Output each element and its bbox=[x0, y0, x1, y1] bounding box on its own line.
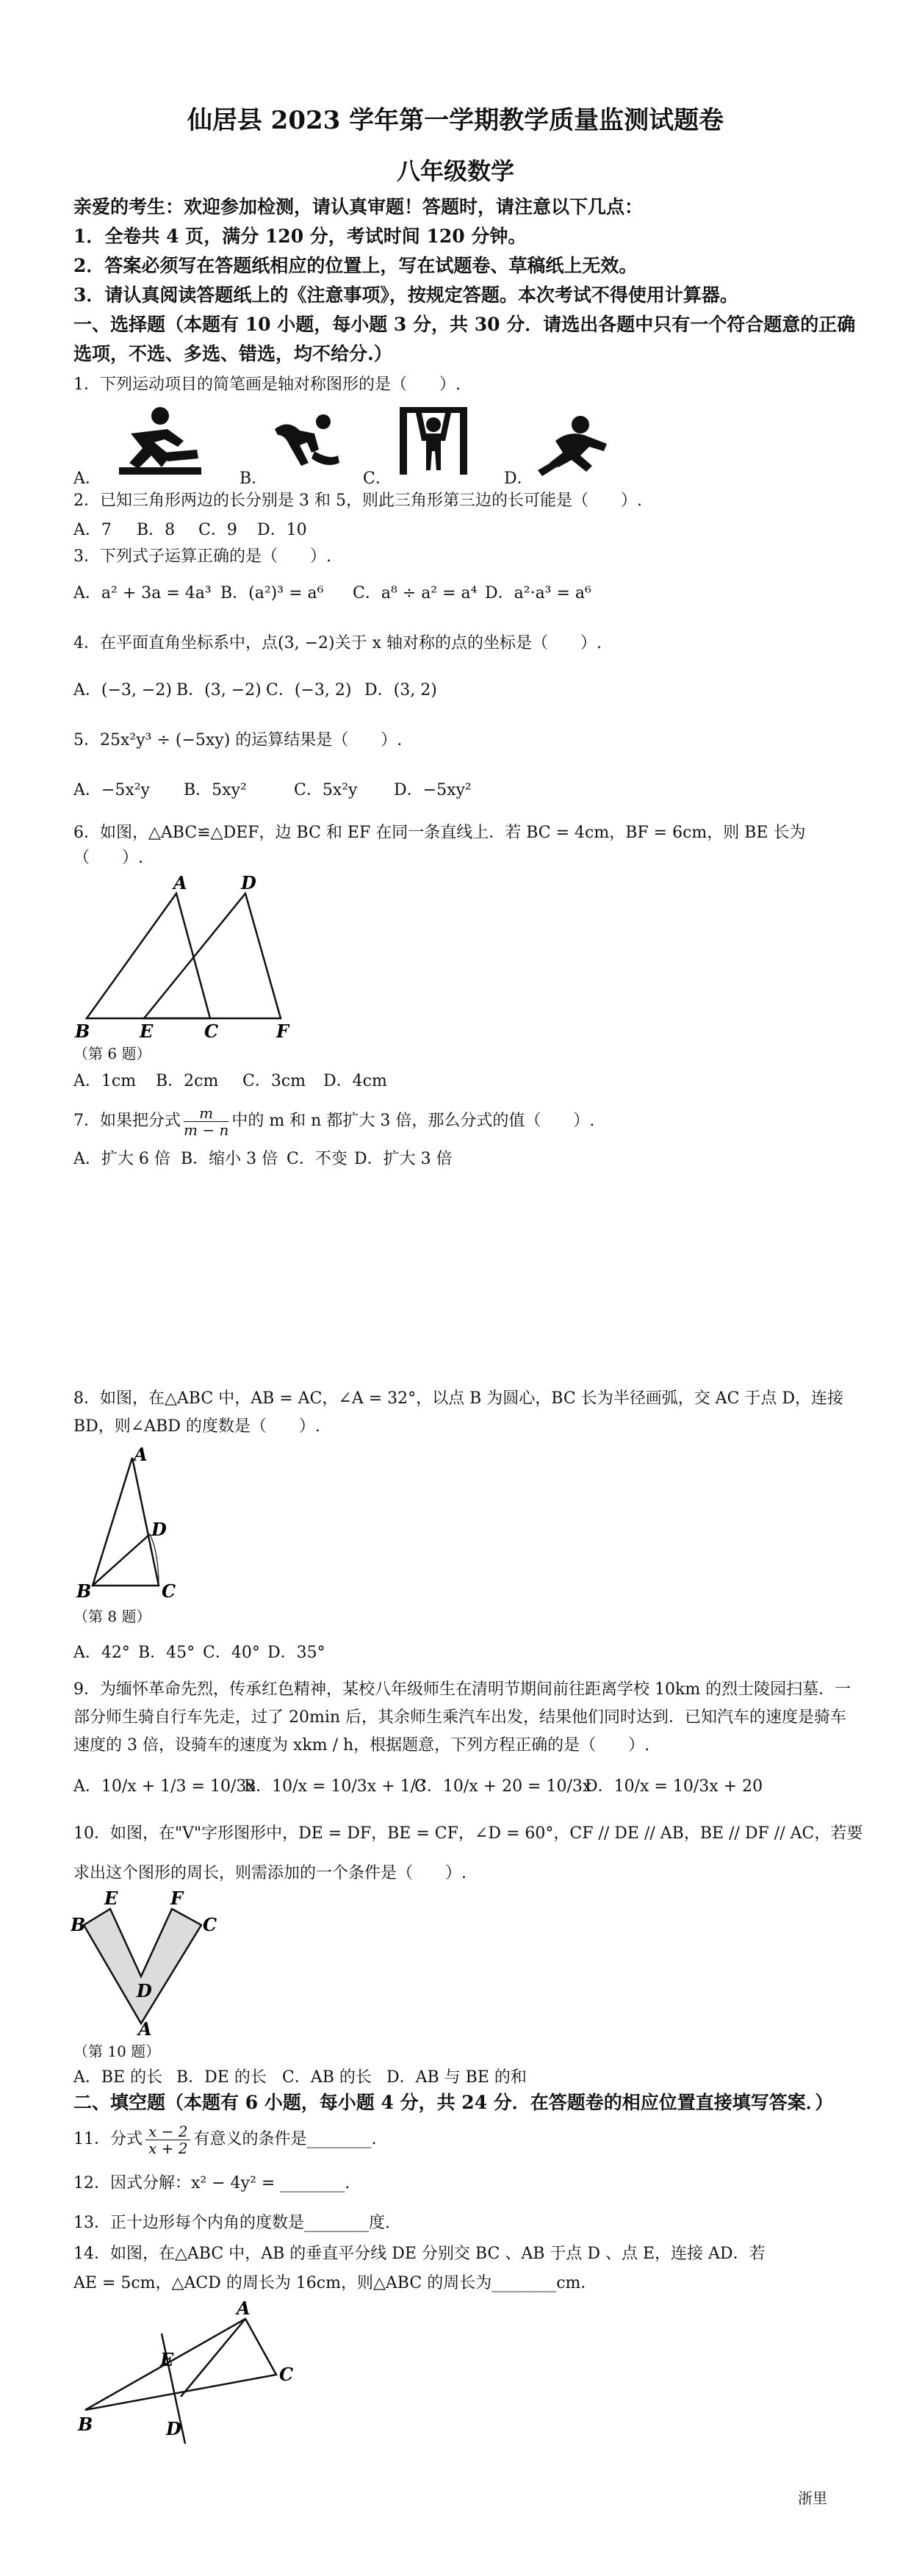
q1-option-a: A． bbox=[73, 469, 101, 488]
q10-label-e: E bbox=[104, 1888, 118, 1909]
q8-options bbox=[73, 1640, 514, 1663]
q2-options bbox=[73, 517, 588, 541]
q2-option-d: D．10 bbox=[257, 521, 307, 539]
q6-label-a: A bbox=[173, 874, 187, 893]
q4-stem: 4．在平面直角坐标系中，点(3, −2)关于 x 轴对称的点的坐标是（ ）. bbox=[73, 634, 602, 652]
q7-option-c: C．不变 bbox=[287, 1150, 348, 1168]
q14-label-e: E bbox=[160, 2349, 174, 2370]
notes-greeting: 亲爱的考生：欢迎参加检测，请认真审题！答题时，请注意以下几点： bbox=[73, 196, 644, 217]
q6-stem-2: （ ）. bbox=[73, 849, 143, 867]
q2-option-b: B．8 bbox=[137, 521, 176, 539]
q14-figure bbox=[71, 2300, 306, 2447]
q9-option-b: B．10/x = 10/3x + 1/3 bbox=[244, 1777, 427, 1796]
q14-label-a: A bbox=[237, 2300, 251, 2319]
q8-option-b: B．45° bbox=[138, 1644, 195, 1662]
runner-pictogram bbox=[116, 404, 204, 478]
q4-option-b: B．(3, −2) bbox=[176, 681, 262, 699]
q5-option-b: B．5xy² bbox=[184, 781, 247, 799]
q10-caption: （第 10 题） bbox=[73, 2043, 161, 2060]
q9-options bbox=[73, 1768, 808, 1803]
q5-options bbox=[73, 777, 735, 802]
q6-option-b: B．2cm bbox=[156, 1072, 219, 1090]
q6-label-d: D bbox=[241, 874, 256, 893]
q11-stem-b: 有意义的条件是________. bbox=[193, 2130, 377, 2148]
q1-option-c: C． bbox=[363, 469, 392, 488]
q9-option-a: A．10/x + 1/3 = 10/3x bbox=[73, 1777, 256, 1796]
q10-label-b: B bbox=[71, 1914, 86, 1935]
q4-option-d: D．(3, 2) bbox=[364, 681, 437, 699]
q5-option-a: A．−5x²y bbox=[73, 781, 150, 799]
q7-option-a: A．扩大 6 倍 bbox=[73, 1150, 170, 1168]
q1-stem: 1．下列运动项目的简笔画是轴对称图形的是（ ）. bbox=[73, 375, 461, 394]
q3-option-b: B．(a²)³ = a⁶ bbox=[220, 584, 324, 602]
q3-option-a: A．a² + 3a = 4a³ bbox=[73, 584, 212, 602]
q5-stem: 5．25x²y³ ÷ (−5xy) 的运算结果是（ ）. bbox=[73, 731, 403, 749]
q4-option-c: C．(−3, 2) bbox=[266, 681, 352, 699]
q3-options bbox=[73, 580, 735, 605]
q6-options bbox=[73, 1068, 588, 1092]
q1-option-b: B． bbox=[240, 469, 268, 488]
q6-label-f: F bbox=[276, 1021, 289, 1042]
q8-option-d: D．35° bbox=[267, 1644, 325, 1662]
q11-frac-num: x − 2 bbox=[145, 2123, 190, 2140]
section1-heading-2: 选项，不选、多选、错选，均不给分.） bbox=[73, 343, 392, 364]
q14-stem: 14．如图，在△ABC 中，AB 的垂直平分线 DE 分别交 BC 、AB 于点 D 、点 E，连接 AD．若 bbox=[73, 2245, 766, 2263]
q8-triangle-diagram bbox=[71, 1443, 217, 1605]
q7-options bbox=[73, 1146, 661, 1170]
q6-caption: （第 6 题） bbox=[73, 1045, 151, 1062]
q8-option-a: A．42° bbox=[73, 1644, 130, 1662]
q2-option-c: C．9 bbox=[198, 521, 237, 539]
q10-option-d: D．AB 与 BE 的和 bbox=[386, 2068, 527, 2087]
q14-label-b: B bbox=[78, 2414, 93, 2435]
q8-label-a: A bbox=[134, 1444, 148, 1465]
q9-stem-3: 速度的 3 倍，设骑车的速度为 xkm / h，根据题意，下列方程正确的是（ ）. bbox=[73, 1736, 650, 1755]
q6-label-c: C bbox=[204, 1021, 219, 1042]
q11-stem bbox=[73, 2118, 845, 2162]
q6-option-d: D．4cm bbox=[323, 1072, 387, 1090]
q2-option-a: A．7 bbox=[73, 521, 112, 539]
q8-option-c: C．40° bbox=[203, 1644, 260, 1662]
q14-label-d: D bbox=[166, 2418, 181, 2439]
q7-frac-den: m − n bbox=[184, 1120, 229, 1139]
q3-stem: 3．下列式子运算正确的是（ ）. bbox=[73, 547, 331, 566]
q9-stem: 9．为缅怀革命先烈，传承红色精神，某校八年级师生在清明节期间前往距离学校 10km 的烈士陵园扫墓．一 bbox=[73, 1680, 851, 1699]
q2-stem: 2．已知三角形两边的长分别是 3 和 5，则此三角形第三边的长可能是（ ）. bbox=[73, 492, 642, 510]
q7-stem bbox=[73, 1101, 845, 1142]
q14-stem-2: AE = 5cm，△ACD 的周长为 16cm，则△ABC 的周长为________cm． bbox=[73, 2274, 597, 2292]
q8-label-d: D bbox=[151, 1519, 167, 1540]
q10-option-c: C．AB 的长 bbox=[282, 2068, 372, 2087]
notes-item-3: 3．请认真阅读答题纸上的《注意事项》，按规定答题。本次考试不得使用计算器。 bbox=[73, 284, 738, 306]
q10-figure bbox=[71, 1888, 232, 2035]
kick-pictogram bbox=[270, 411, 344, 470]
q3-option-d: D．a²·a³ = a⁶ bbox=[485, 584, 591, 602]
q10-options bbox=[73, 2065, 808, 2088]
footer-watermark: 浙里 bbox=[798, 2489, 827, 2507]
q7-frac-num: m bbox=[184, 1105, 228, 1122]
q10-label-c: C bbox=[203, 1914, 217, 1935]
q10-stem: 10．如图，在"V"字形图形中，DE = DF，BE = CF，∠D = 60°，CF // DE // AB，BE // DF // AC，若要 bbox=[73, 1824, 863, 1843]
q7-option-b: B．缩小 3 倍 bbox=[181, 1150, 278, 1168]
q14-label-c: C bbox=[279, 2364, 294, 2385]
q13-stem: 13．正十边形每个内角的度数是________度. bbox=[73, 2214, 390, 2232]
q9-option-c: C．10/x + 20 = 10/3x bbox=[414, 1777, 592, 1796]
q6-option-a: A．1cm bbox=[73, 1072, 137, 1090]
q10-label-a: A bbox=[138, 2018, 152, 2035]
q8-caption: （第 8 题） bbox=[73, 1608, 151, 1625]
q6-label-b: B bbox=[75, 1021, 90, 1042]
q5-option-d: D．−5xy² bbox=[394, 781, 472, 799]
q14-triangle-diagram bbox=[71, 2300, 306, 2447]
q10-v-shape-diagram bbox=[71, 1888, 232, 2035]
q11-frac-den: x + 2 bbox=[148, 2139, 188, 2157]
fall-pictogram bbox=[533, 411, 614, 478]
q6-label-e: E bbox=[140, 1021, 154, 1042]
q10-option-b: B．DE 的长 bbox=[176, 2068, 267, 2087]
q12-stem: 12．因式分解：x² − 4y² = ________. bbox=[73, 2174, 350, 2192]
q10-label-d: D bbox=[137, 1980, 152, 2001]
exam-subtitle: 八年级数学 bbox=[396, 157, 514, 185]
q9-stem-2: 部分师生骑自行车先走，过了 20min 后，其余师生乘汽车出发，结果他们同时达到．已知汽车的速度是骑车 bbox=[73, 1708, 847, 1727]
q8-figure bbox=[71, 1443, 217, 1605]
exam-title: 仙居县 2023 学年第一学期教学质量监测试题卷 bbox=[187, 106, 724, 135]
q7-stem-b: 中的 m 和 n 都扩大 3 倍，那么分式的值（ ）. bbox=[231, 1112, 595, 1130]
q10-stem-2: 求出这个图形的周长，则需添加的一个条件是（ ）. bbox=[73, 1864, 467, 1882]
q6-option-c: C．3cm bbox=[242, 1072, 306, 1090]
q4-option-a: A．(−3, −2) bbox=[73, 681, 172, 699]
q8-label-b: B bbox=[76, 1580, 92, 1602]
q6-triangles-diagram bbox=[71, 874, 313, 1043]
q6-stem: 6．如图，△ABC≌△DEF，边 BC 和 EF 在同一条直线上．若 BC = 4cm，BF = 6cm，则 BE 长为 bbox=[73, 824, 806, 842]
q11-fraction bbox=[145, 2123, 190, 2156]
q3-option-c: C．a⁸ ÷ a² = a⁴ bbox=[353, 584, 478, 602]
q11-stem-a: 11．分式 bbox=[73, 2130, 143, 2148]
q8-stem-2: BD，则∠ABD 的度数是（ ）. bbox=[73, 1417, 320, 1436]
q10-option-a: A．BE 的长 bbox=[73, 2068, 163, 2087]
section1-heading: 一、选择题（本题有 10 小题，每小题 3 分，共 30 分．请选出各题中只有一个符合题意的正确 bbox=[73, 314, 856, 335]
q7-stem-a: 7．如果把分式 bbox=[73, 1112, 181, 1130]
q8-label-c: C bbox=[162, 1580, 176, 1602]
q8-stem: 8．如图，在△ABC 中，AB = AC，∠A = 32°，以点 B 为圆心，BC 长为半径画弧，交 AC 于点 D，连接 bbox=[73, 1389, 844, 1408]
q9-option-d: D．10/x = 10/3x + 20 bbox=[585, 1777, 763, 1796]
q5-option-c: C．5x²y bbox=[294, 781, 358, 799]
q1-options bbox=[73, 404, 632, 488]
q7-fraction bbox=[184, 1105, 228, 1138]
pullup-pictogram bbox=[397, 404, 470, 478]
notes-item-1: 1．全卷共 4 页，满分 120 分，考试时间 120 分钟。 bbox=[73, 226, 527, 247]
q6-figure bbox=[71, 874, 313, 1043]
section2-heading: 二、填空题（本题有 6 小题，每小题 4 分，共 24 分．在答题卷的相应位置直接填写答案．） bbox=[73, 2092, 834, 2113]
q7-option-d: D．扩大 3 倍 bbox=[354, 1150, 453, 1168]
notes-item-2: 2．答案必须写在答题纸相应的位置上，写在试题卷、草稿纸上无效。 bbox=[73, 255, 638, 276]
q1-option-d: D． bbox=[504, 469, 533, 488]
q4-options bbox=[73, 677, 735, 702]
q10-label-f: F bbox=[170, 1888, 184, 1909]
